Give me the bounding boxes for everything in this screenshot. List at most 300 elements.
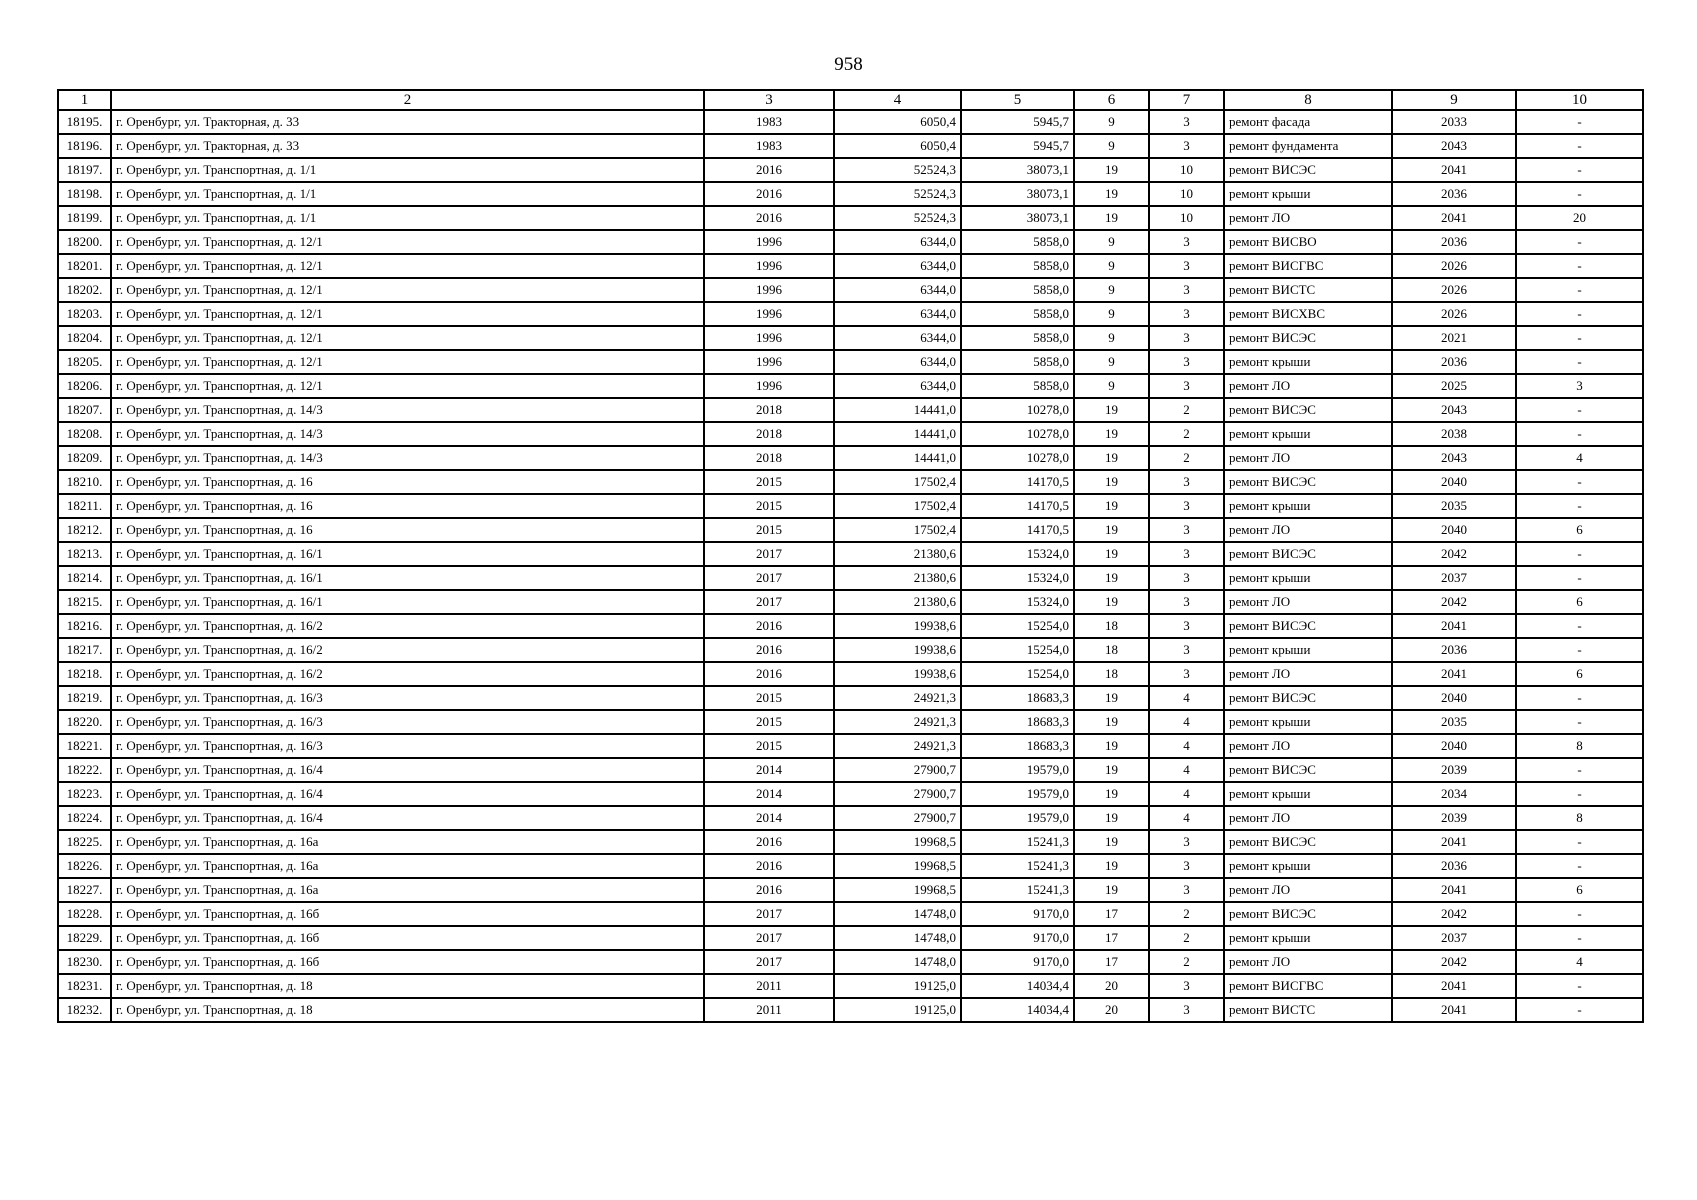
cell-year-built: 2018: [704, 422, 834, 446]
cell-planned-year: 2041: [1392, 614, 1516, 638]
cell-work-type: ремонт ВИСГВС: [1224, 974, 1392, 998]
cell-year-built: 1996: [704, 278, 834, 302]
cell-row-number: 18203.: [58, 302, 111, 326]
cell-total-area: 19125,0: [834, 998, 961, 1022]
cell-address: г. Оренбург, ул. Транспортная, д. 14/3: [111, 422, 704, 446]
header-cell: 8: [1224, 90, 1392, 110]
cell-value-10: 6: [1516, 878, 1643, 902]
cell-planned-year: 2041: [1392, 158, 1516, 182]
cell-work-type: ремонт фасада: [1224, 110, 1392, 134]
cell-floors: 9: [1074, 374, 1149, 398]
cell-living-area: 15324,0: [961, 566, 1074, 590]
cell-total-area: 24921,3: [834, 734, 961, 758]
cell-work-type: ремонт крыши: [1224, 854, 1392, 878]
cell-work-type: ремонт ВИСЭС: [1224, 158, 1392, 182]
cell-living-area: 14034,4: [961, 974, 1074, 998]
cell-entrances: 3: [1149, 638, 1224, 662]
cell-row-number: 18201.: [58, 254, 111, 278]
cell-floors: 18: [1074, 614, 1149, 638]
cell-entrances: 3: [1149, 878, 1224, 902]
cell-floors: 9: [1074, 302, 1149, 326]
cell-address: г. Оренбург, ул. Транспортная, д. 12/1: [111, 350, 704, 374]
registry-table: [57, 89, 1644, 1023]
cell-living-area: 5945,7: [961, 134, 1074, 158]
cell-address: г. Оренбург, ул. Транспортная, д. 1/1: [111, 206, 704, 230]
cell-planned-year: 2041: [1392, 206, 1516, 230]
cell-value-10: -: [1516, 710, 1643, 734]
cell-total-area: 6344,0: [834, 278, 961, 302]
cell-entrances: 3: [1149, 494, 1224, 518]
cell-work-type: ремонт крыши: [1224, 422, 1392, 446]
cell-total-area: 19968,5: [834, 854, 961, 878]
cell-entrances: 3: [1149, 278, 1224, 302]
cell-floors: 9: [1074, 350, 1149, 374]
table-row: [58, 710, 1643, 734]
table-row: [58, 878, 1643, 902]
cell-total-area: 19938,6: [834, 614, 961, 638]
header-cell: 3: [704, 90, 834, 110]
cell-value-10: -: [1516, 326, 1643, 350]
cell-value-10: -: [1516, 686, 1643, 710]
cell-living-area: 38073,1: [961, 206, 1074, 230]
cell-planned-year: 2041: [1392, 878, 1516, 902]
cell-work-type: ремонт ЛО: [1224, 806, 1392, 830]
cell-year-built: 2017: [704, 926, 834, 950]
cell-entrances: 4: [1149, 686, 1224, 710]
cell-planned-year: 2038: [1392, 422, 1516, 446]
cell-floors: 19: [1074, 494, 1149, 518]
cell-row-number: 18205.: [58, 350, 111, 374]
cell-year-built: 2015: [704, 518, 834, 542]
cell-entrances: 3: [1149, 326, 1224, 350]
cell-living-area: 5858,0: [961, 254, 1074, 278]
cell-living-area: 9170,0: [961, 902, 1074, 926]
cell-floors: 18: [1074, 638, 1149, 662]
cell-row-number: 18202.: [58, 278, 111, 302]
cell-entrances: 3: [1149, 374, 1224, 398]
cell-address: г. Оренбург, ул. Тракторная, д. 33: [111, 134, 704, 158]
cell-value-10: -: [1516, 182, 1643, 206]
cell-row-number: 18214.: [58, 566, 111, 590]
cell-address: г. Оренбург, ул. Транспортная, д. 16/2: [111, 662, 704, 686]
cell-work-type: ремонт ЛО: [1224, 374, 1392, 398]
cell-planned-year: 2035: [1392, 710, 1516, 734]
cell-value-10: 8: [1516, 806, 1643, 830]
cell-year-built: 2016: [704, 638, 834, 662]
cell-row-number: 18209.: [58, 446, 111, 470]
cell-floors: 19: [1074, 158, 1149, 182]
cell-floors: 19: [1074, 782, 1149, 806]
table-row: [58, 278, 1643, 302]
cell-total-area: 6344,0: [834, 374, 961, 398]
table-row: [58, 374, 1643, 398]
cell-entrances: 3: [1149, 470, 1224, 494]
cell-work-type: ремонт крыши: [1224, 494, 1392, 518]
cell-address: г. Оренбург, ул. Транспортная, д. 16: [111, 494, 704, 518]
cell-row-number: 18207.: [58, 398, 111, 422]
cell-year-built: 2017: [704, 566, 834, 590]
cell-entrances: 4: [1149, 710, 1224, 734]
cell-entrances: 2: [1149, 950, 1224, 974]
cell-value-10: -: [1516, 302, 1643, 326]
cell-address: г. Оренбург, ул. Транспортная, д. 16/1: [111, 566, 704, 590]
cell-address: г. Оренбург, ул. Транспортная, д. 16б: [111, 950, 704, 974]
cell-planned-year: 2026: [1392, 302, 1516, 326]
header-cell: 10: [1516, 90, 1643, 110]
cell-value-10: 6: [1516, 662, 1643, 686]
cell-total-area: 17502,4: [834, 470, 961, 494]
cell-planned-year: 2040: [1392, 734, 1516, 758]
cell-planned-year: 2042: [1392, 950, 1516, 974]
cell-address: г. Оренбург, ул. Транспортная, д. 14/3: [111, 446, 704, 470]
cell-row-number: 18211.: [58, 494, 111, 518]
cell-address: г. Оренбург, ул. Транспортная, д. 16/4: [111, 806, 704, 830]
cell-planned-year: 2042: [1392, 542, 1516, 566]
cell-year-built: 2017: [704, 950, 834, 974]
cell-planned-year: 2040: [1392, 518, 1516, 542]
cell-entrances: 3: [1149, 854, 1224, 878]
cell-row-number: 18222.: [58, 758, 111, 782]
cell-living-area: 9170,0: [961, 926, 1074, 950]
cell-floors: 9: [1074, 326, 1149, 350]
cell-value-10: -: [1516, 470, 1643, 494]
cell-entrances: 3: [1149, 590, 1224, 614]
cell-year-built: 2017: [704, 590, 834, 614]
table-row: [58, 134, 1643, 158]
cell-year-built: 2018: [704, 398, 834, 422]
cell-year-built: 2014: [704, 806, 834, 830]
cell-living-area: 15254,0: [961, 614, 1074, 638]
cell-year-built: 2014: [704, 782, 834, 806]
cell-entrances: 10: [1149, 158, 1224, 182]
cell-living-area: 38073,1: [961, 182, 1074, 206]
cell-floors: 9: [1074, 230, 1149, 254]
cell-floors: 19: [1074, 878, 1149, 902]
cell-address: г. Оренбург, ул. Транспортная, д. 16/3: [111, 710, 704, 734]
cell-value-10: -: [1516, 566, 1643, 590]
cell-value-10: -: [1516, 974, 1643, 998]
cell-total-area: 6344,0: [834, 302, 961, 326]
cell-planned-year: 2033: [1392, 110, 1516, 134]
cell-year-built: 2016: [704, 854, 834, 878]
table-row: [58, 854, 1643, 878]
cell-work-type: ремонт ВИСЭС: [1224, 542, 1392, 566]
cell-year-built: 1996: [704, 302, 834, 326]
cell-living-area: 10278,0: [961, 446, 1074, 470]
cell-floors: 9: [1074, 254, 1149, 278]
cell-floors: 19: [1074, 830, 1149, 854]
cell-row-number: 18231.: [58, 974, 111, 998]
cell-work-type: ремонт ЛО: [1224, 590, 1392, 614]
table-row: [58, 566, 1643, 590]
cell-planned-year: 2042: [1392, 902, 1516, 926]
cell-floors: 19: [1074, 542, 1149, 566]
cell-work-type: ремонт ВИСВО: [1224, 230, 1392, 254]
cell-total-area: 19938,6: [834, 638, 961, 662]
cell-entrances: 10: [1149, 182, 1224, 206]
cell-row-number: 18198.: [58, 182, 111, 206]
cell-work-type: ремонт ЛО: [1224, 878, 1392, 902]
cell-living-area: 18683,3: [961, 734, 1074, 758]
cell-living-area: 14170,5: [961, 470, 1074, 494]
cell-floors: 19: [1074, 806, 1149, 830]
table-row: [58, 830, 1643, 854]
cell-row-number: 18220.: [58, 710, 111, 734]
cell-year-built: 1983: [704, 134, 834, 158]
cell-total-area: 14748,0: [834, 926, 961, 950]
cell-work-type: ремонт крыши: [1224, 350, 1392, 374]
cell-address: г. Оренбург, ул. Транспортная, д. 16б: [111, 902, 704, 926]
cell-planned-year: 2043: [1392, 446, 1516, 470]
table-row: [58, 974, 1643, 998]
cell-floors: 19: [1074, 686, 1149, 710]
cell-planned-year: 2021: [1392, 326, 1516, 350]
cell-address: г. Оренбург, ул. Транспортная, д. 16: [111, 518, 704, 542]
cell-address: г. Оренбург, ул. Транспортная, д. 12/1: [111, 278, 704, 302]
cell-year-built: 2018: [704, 446, 834, 470]
cell-year-built: 2015: [704, 470, 834, 494]
cell-address: г. Оренбург, ул. Тракторная, д. 33: [111, 110, 704, 134]
cell-entrances: 4: [1149, 806, 1224, 830]
cell-entrances: 3: [1149, 230, 1224, 254]
cell-value-10: -: [1516, 758, 1643, 782]
cell-work-type: ремонт фундамента: [1224, 134, 1392, 158]
table-row: [58, 350, 1643, 374]
cell-work-type: ремонт ЛО: [1224, 734, 1392, 758]
cell-work-type: ремонт ВИСЭС: [1224, 326, 1392, 350]
cell-row-number: 18200.: [58, 230, 111, 254]
cell-total-area: 21380,6: [834, 590, 961, 614]
cell-total-area: 6050,4: [834, 134, 961, 158]
cell-living-area: 15241,3: [961, 830, 1074, 854]
cell-floors: 19: [1074, 590, 1149, 614]
cell-total-area: 19125,0: [834, 974, 961, 998]
cell-value-10: -: [1516, 926, 1643, 950]
cell-year-built: 1996: [704, 230, 834, 254]
cell-year-built: 1983: [704, 110, 834, 134]
cell-total-area: 27900,7: [834, 782, 961, 806]
cell-year-built: 2016: [704, 662, 834, 686]
cell-row-number: 18216.: [58, 614, 111, 638]
cell-address: г. Оренбург, ул. Транспортная, д. 12/1: [111, 302, 704, 326]
cell-planned-year: 2034: [1392, 782, 1516, 806]
cell-value-10: -: [1516, 254, 1643, 278]
cell-row-number: 18212.: [58, 518, 111, 542]
cell-address: г. Оренбург, ул. Транспортная, д. 16/2: [111, 638, 704, 662]
cell-planned-year: 2040: [1392, 470, 1516, 494]
cell-value-10: 20: [1516, 206, 1643, 230]
cell-year-built: 1996: [704, 350, 834, 374]
cell-floors: 9: [1074, 278, 1149, 302]
cell-year-built: 2016: [704, 830, 834, 854]
cell-living-area: 15324,0: [961, 590, 1074, 614]
cell-entrances: 3: [1149, 614, 1224, 638]
cell-work-type: ремонт крыши: [1224, 566, 1392, 590]
cell-living-area: 9170,0: [961, 950, 1074, 974]
cell-value-10: -: [1516, 902, 1643, 926]
cell-row-number: 18217.: [58, 638, 111, 662]
cell-value-10: -: [1516, 782, 1643, 806]
cell-living-area: 38073,1: [961, 158, 1074, 182]
cell-year-built: 2015: [704, 686, 834, 710]
table-row: [58, 998, 1643, 1022]
cell-total-area: 6344,0: [834, 230, 961, 254]
cell-value-10: 8: [1516, 734, 1643, 758]
cell-address: г. Оренбург, ул. Транспортная, д. 16/1: [111, 542, 704, 566]
cell-entrances: 3: [1149, 134, 1224, 158]
cell-value-10: -: [1516, 350, 1643, 374]
cell-value-10: -: [1516, 422, 1643, 446]
cell-address: г. Оренбург, ул. Транспортная, д. 12/1: [111, 374, 704, 398]
cell-year-built: 2016: [704, 158, 834, 182]
table-row: [58, 158, 1643, 182]
page-number: 958: [834, 54, 863, 75]
cell-work-type: ремонт ВИСХВС: [1224, 302, 1392, 326]
cell-value-10: -: [1516, 398, 1643, 422]
cell-floors: 9: [1074, 134, 1149, 158]
table-row: [58, 182, 1643, 206]
table-row: [58, 398, 1643, 422]
cell-total-area: 19938,6: [834, 662, 961, 686]
cell-planned-year: 2025: [1392, 374, 1516, 398]
cell-entrances: 3: [1149, 542, 1224, 566]
cell-value-10: 4: [1516, 950, 1643, 974]
cell-planned-year: 2039: [1392, 806, 1516, 830]
cell-total-area: 24921,3: [834, 710, 961, 734]
cell-living-area: 5858,0: [961, 302, 1074, 326]
cell-address: г. Оренбург, ул. Транспортная, д. 16/1: [111, 590, 704, 614]
cell-entrances: 3: [1149, 518, 1224, 542]
table-row: [58, 518, 1643, 542]
cell-row-number: 18229.: [58, 926, 111, 950]
cell-work-type: ремонт ВИСЭС: [1224, 758, 1392, 782]
cell-total-area: 52524,3: [834, 182, 961, 206]
cell-planned-year: 2041: [1392, 998, 1516, 1022]
cell-year-built: 2017: [704, 542, 834, 566]
cell-row-number: 18215.: [58, 590, 111, 614]
cell-living-area: 15324,0: [961, 542, 1074, 566]
cell-work-type: ремонт крыши: [1224, 182, 1392, 206]
cell-floors: 19: [1074, 470, 1149, 494]
cell-living-area: 19579,0: [961, 782, 1074, 806]
cell-value-10: -: [1516, 110, 1643, 134]
cell-row-number: 18230.: [58, 950, 111, 974]
cell-row-number: 18232.: [58, 998, 111, 1022]
cell-total-area: 14748,0: [834, 950, 961, 974]
cell-entrances: 3: [1149, 662, 1224, 686]
cell-address: г. Оренбург, ул. Транспортная, д. 16/3: [111, 734, 704, 758]
cell-floors: 19: [1074, 854, 1149, 878]
cell-work-type: ремонт ЛО: [1224, 446, 1392, 470]
cell-living-area: 10278,0: [961, 398, 1074, 422]
cell-value-10: 6: [1516, 518, 1643, 542]
cell-planned-year: 2041: [1392, 974, 1516, 998]
cell-address: г. Оренбург, ул. Транспортная, д. 16/3: [111, 686, 704, 710]
cell-total-area: 21380,6: [834, 566, 961, 590]
cell-entrances: 3: [1149, 254, 1224, 278]
header-cell: 9: [1392, 90, 1516, 110]
cell-address: г. Оренбург, ул. Транспортная, д. 18: [111, 998, 704, 1022]
cell-entrances: 2: [1149, 446, 1224, 470]
cell-floors: 19: [1074, 734, 1149, 758]
cell-planned-year: 2037: [1392, 926, 1516, 950]
cell-total-area: 14748,0: [834, 902, 961, 926]
cell-year-built: 2017: [704, 902, 834, 926]
cell-total-area: 19968,5: [834, 830, 961, 854]
cell-value-10: -: [1516, 638, 1643, 662]
cell-row-number: 18223.: [58, 782, 111, 806]
cell-address: г. Оренбург, ул. Транспортная, д. 14/3: [111, 398, 704, 422]
cell-floors: 19: [1074, 758, 1149, 782]
cell-row-number: 18195.: [58, 110, 111, 134]
cell-year-built: 2015: [704, 710, 834, 734]
cell-work-type: ремонт ВИСЭС: [1224, 902, 1392, 926]
cell-floors: 17: [1074, 926, 1149, 950]
header-cell: 5: [961, 90, 1074, 110]
cell-row-number: 18224.: [58, 806, 111, 830]
cell-year-built: 2016: [704, 614, 834, 638]
cell-living-area: 15254,0: [961, 662, 1074, 686]
cell-total-area: 6050,4: [834, 110, 961, 134]
cell-planned-year: 2040: [1392, 686, 1516, 710]
cell-row-number: 18228.: [58, 902, 111, 926]
cell-planned-year: 2035: [1392, 494, 1516, 518]
cell-planned-year: 2026: [1392, 278, 1516, 302]
cell-living-area: 18683,3: [961, 686, 1074, 710]
table-row: [58, 758, 1643, 782]
cell-value-10: -: [1516, 158, 1643, 182]
cell-work-type: ремонт крыши: [1224, 926, 1392, 950]
header-cell: 2: [111, 90, 704, 110]
table-row: [58, 542, 1643, 566]
table-row: [58, 470, 1643, 494]
cell-total-area: 27900,7: [834, 758, 961, 782]
cell-row-number: 18210.: [58, 470, 111, 494]
cell-address: г. Оренбург, ул. Транспортная, д. 16а: [111, 878, 704, 902]
table-row: [58, 494, 1643, 518]
cell-living-area: 5858,0: [961, 350, 1074, 374]
cell-value-10: -: [1516, 542, 1643, 566]
cell-entrances: 2: [1149, 422, 1224, 446]
cell-planned-year: 2039: [1392, 758, 1516, 782]
cell-row-number: 18221.: [58, 734, 111, 758]
cell-address: г. Оренбург, ул. Транспортная, д. 1/1: [111, 182, 704, 206]
cell-floors: 19: [1074, 182, 1149, 206]
cell-row-number: 18196.: [58, 134, 111, 158]
cell-living-area: 19579,0: [961, 806, 1074, 830]
cell-value-10: -: [1516, 854, 1643, 878]
cell-work-type: ремонт ВИСЭС: [1224, 614, 1392, 638]
cell-floors: 20: [1074, 974, 1149, 998]
cell-total-area: 14441,0: [834, 422, 961, 446]
cell-planned-year: 2043: [1392, 134, 1516, 158]
cell-value-10: -: [1516, 278, 1643, 302]
header-cell: 4: [834, 90, 961, 110]
cell-address: г. Оренбург, ул. Транспортная, д. 1/1: [111, 158, 704, 182]
cell-entrances: 3: [1149, 566, 1224, 590]
cell-address: г. Оренбург, ул. Транспортная, д. 16/4: [111, 782, 704, 806]
cell-entrances: 4: [1149, 782, 1224, 806]
cell-planned-year: 2036: [1392, 854, 1516, 878]
header-cell: 1: [58, 90, 111, 110]
cell-value-10: 4: [1516, 446, 1643, 470]
cell-work-type: ремонт ВИСГВС: [1224, 254, 1392, 278]
cell-address: г. Оренбург, ул. Транспортная, д. 16а: [111, 830, 704, 854]
cell-total-area: 24921,3: [834, 686, 961, 710]
cell-planned-year: 2037: [1392, 566, 1516, 590]
cell-work-type: ремонт ВИСЭС: [1224, 470, 1392, 494]
cell-entrances: 4: [1149, 758, 1224, 782]
